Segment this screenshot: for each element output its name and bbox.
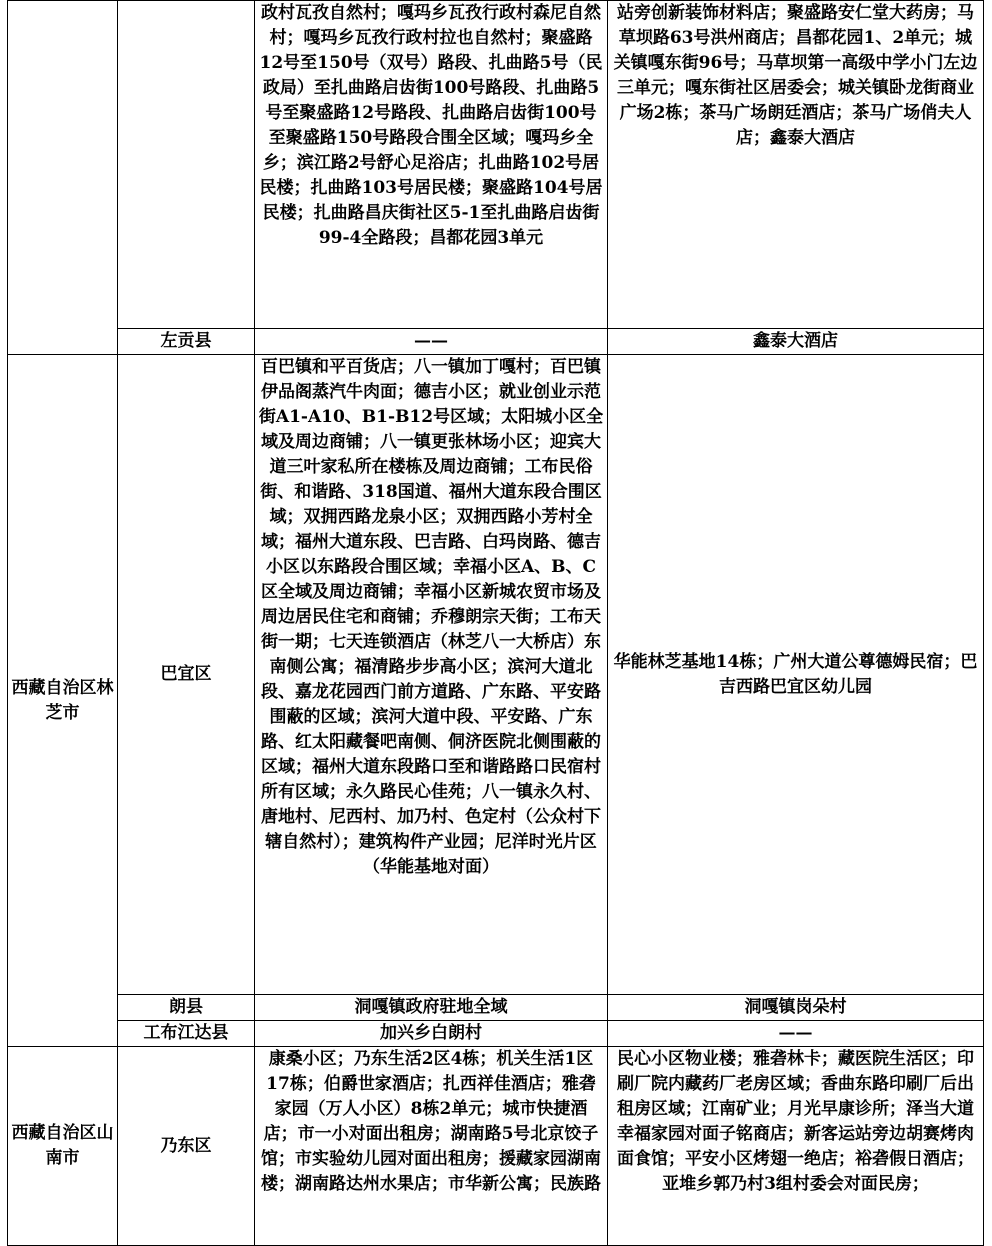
- county-cell: 工布江达县: [118, 1021, 255, 1047]
- medium-risk-cell: 民心小区物业楼；雅砻林卡；藏医院生活区；印刷厂院内藏药厂老房区域；香曲东路印刷厂后出租房区域；江南矿业；月光早康诊所；泽当大道幸福家园对面子铭商店；新客运站旁边胡赛烤肉面食馆；平安小区烤翅一绝店；裕砻假日酒店；亚堆乡郭乃村3组村委会对面民房；: [608, 1047, 984, 1246]
- high-risk-cell: 加兴乡白朗村: [255, 1021, 608, 1047]
- table-row: [8, 1047, 984, 1246]
- medium-risk-cell: 鑫泰大酒店: [608, 329, 984, 355]
- city-cell: 西藏自治区山南市: [8, 1047, 118, 1246]
- medium-risk-cell: 站旁创新装饰材料店；聚盛路安仁堂大药房；马草坝路63号洪州商店；昌都花园1、2单元；城关镇嘎东街96号；马草坝第一高级中学小门左边三单元；嘎东街社区居委会；城关镇卧龙街商业广场2栋；茶马广场朗廷酒店；茶马广场俏夫人店；鑫泰大酒店: [608, 1, 984, 329]
- table-row: [8, 355, 984, 995]
- county-cell: [118, 1, 255, 329]
- medium-risk-cell: 华能林芝基地14栋；广州大道公尊德姆民宿；巴吉西路巴宜区幼儿园: [608, 355, 984, 995]
- high-risk-cell: 百巴镇和平百货店；八一镇加丁嘎村；百巴镇伊品阁蒸汽牛肉面；德吉小区；就业创业示范街A1-A10、B1-B12号区域；太阳城小区全域及周边商铺；八一镇更张林场小区；迎宾大道三叶家私所在楼栋及周边商铺；工布民俗街、和谐路、318国道、福州大道东段合围区域；双拥西路龙泉小区；双拥西路小芳村全域；福州大道东段、巴吉路、白玛岗路、德吉小区以东路段合围区域；幸福小区A、B、C区全域及周边商铺；幸福小区新城农贸市场及周边居民住宅和商铺；乔穆朗宗天街；工布天街一期；七天连锁酒店（林芝八一大桥店）东南侧公寓；福清路步步高小区；滨河大道北段、嘉龙花园西门前方道路、广东路、平安路围蔽的区域；滨河大道中段、平安路、广东路、红太阳藏餐吧南侧、侗济医院北侧围蔽的区域；福州大道东段路口至和谐路路口民宿村所有区域；永久路民心佳苑；八一镇永久村、唐地村、尼西村、加乃村、色定村（公众村下辖自然村）；建筑构件产业园；尼洋时光片区（华能基地对面）: [255, 355, 608, 995]
- medium-risk-cell: ——: [608, 1021, 984, 1047]
- county-cell: 左贡县: [118, 329, 255, 355]
- high-risk-cell: 政村瓦孜自然村；嘎玛乡瓦孜行政村森尼自然村；嘎玛乡瓦孜行政村拉也自然村；聚盛路12号至150号（双号）路段、扎曲路5号（民政局）至扎曲路启齿街100号路段、扎曲路5号至聚盛路12号路段、扎曲路启齿街100号至聚盛路150号路段合围全区域；嘎玛乡全乡；滨江路2号舒心足浴店；扎曲路102号居民楼；扎曲路103号居民楼；聚盛路104号居民楼；扎曲路昌庆街社区5-1至扎曲路启齿街99-4全路段；昌都花园3单元: [255, 1, 608, 329]
- city-cell: 西藏自治区林芝市: [8, 355, 118, 1047]
- table-row: [8, 329, 984, 355]
- high-risk-cell: 洞嘎镇政府驻地全域: [255, 995, 608, 1021]
- high-risk-cell: ——: [255, 329, 608, 355]
- county-cell: 朗县: [118, 995, 255, 1021]
- table-row: [8, 1, 984, 329]
- city-cell: [8, 1, 118, 355]
- table-row: [8, 995, 984, 1021]
- medium-risk-cell: 洞嘎镇岗朵村: [608, 995, 984, 1021]
- high-risk-cell: 康桑小区；乃东生活2区4栋；机关生活1区17栋；伯爵世家酒店；扎西祥佳酒店；雅砻家园（万人小区）8栋2单元；城市快捷酒店；市一小对面出租房；湖南路5号北京饺子馆；市实验幼儿园对面出租房；援藏家园湖南楼；湖南路达州水果店；市华新公寓；民族路: [255, 1047, 608, 1246]
- county-cell: 巴宜区: [118, 355, 255, 995]
- county-cell: 乃东区: [118, 1047, 255, 1246]
- risk-area-table: [7, 0, 984, 1246]
- table-row: [8, 1021, 984, 1047]
